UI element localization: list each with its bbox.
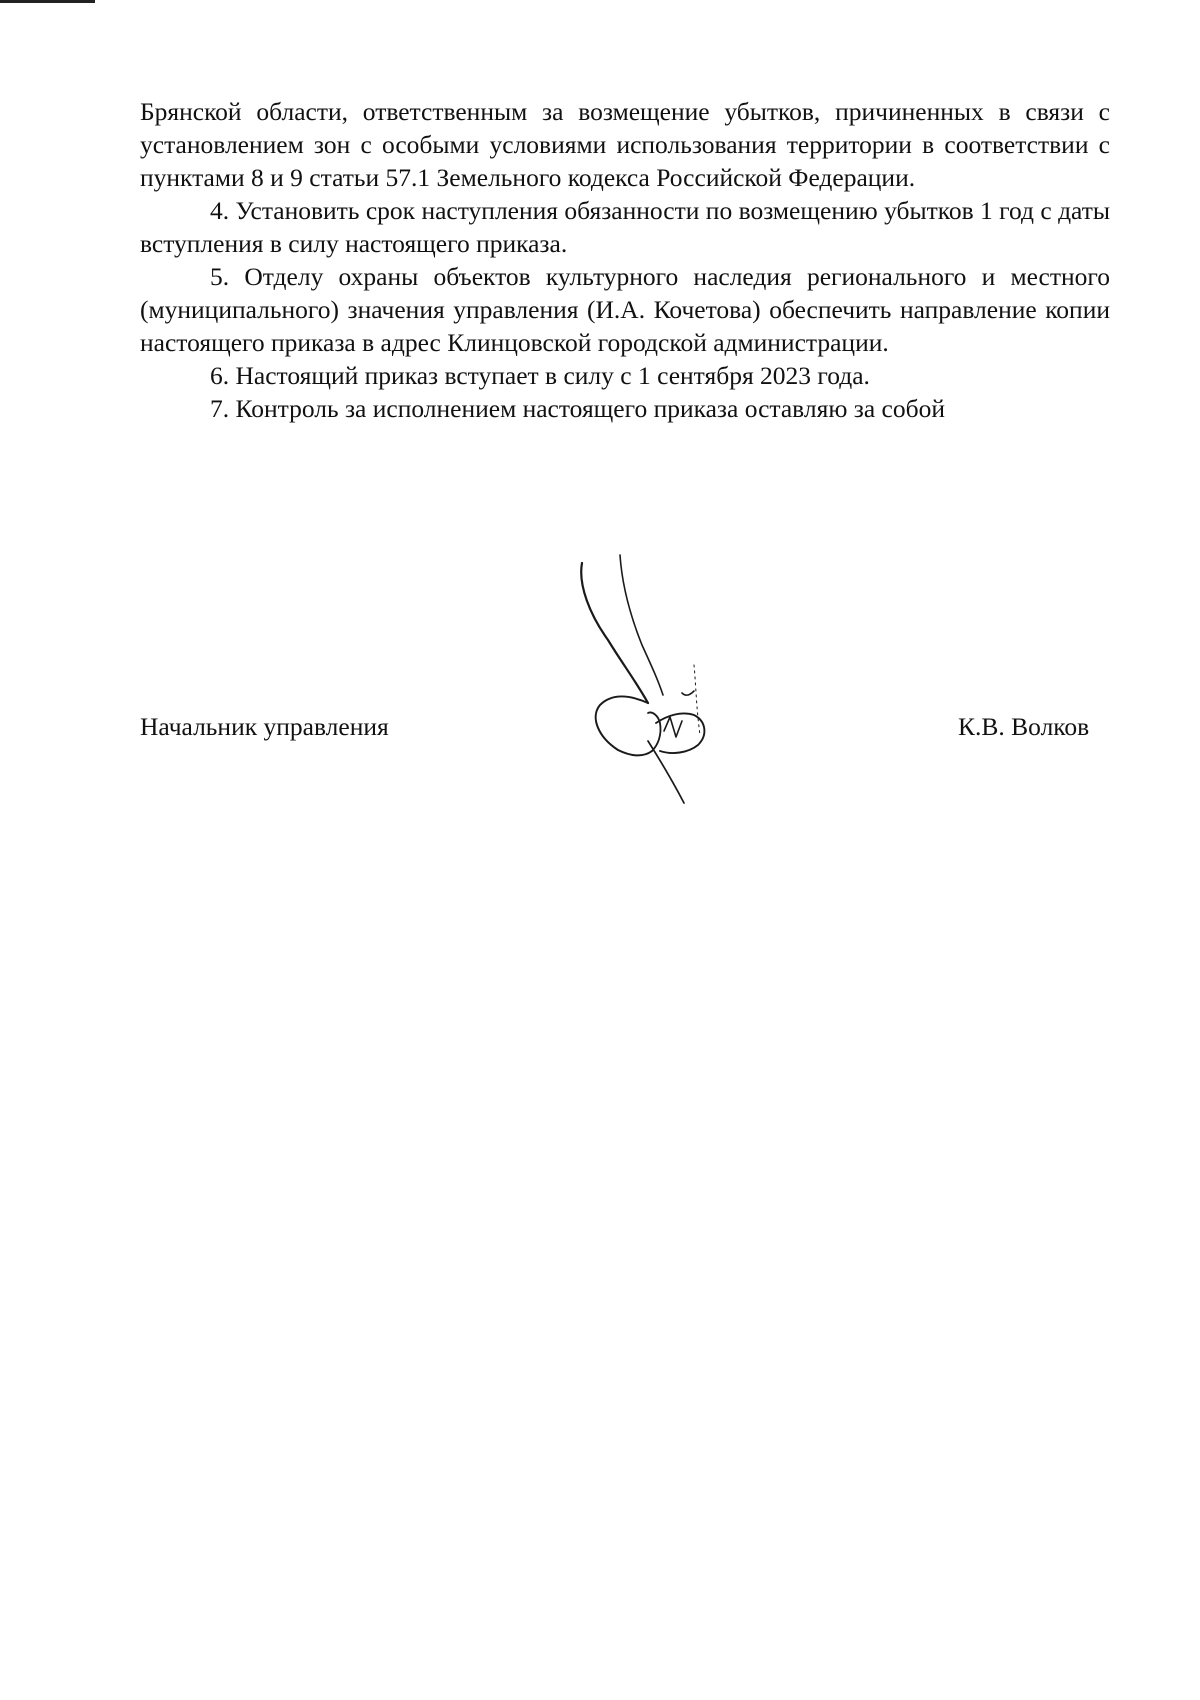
paragraph-item-6: 6. Настоящий приказ вступает в силу с 1 сентября 2023 года.	[210, 361, 870, 390]
paragraph-item-7: 7. Контроль за исполнением настоящего приказа оставляю за собой	[210, 394, 945, 423]
paragraph-intro: Брянской области, ответственным за возмещение убытков, причиненных в связи с установлением зон с особыми условиями использования территории в соответствии с пунктами 8 и 9 статьи 57.1 Земельного кодекса Российской Федерации.	[140, 97, 1110, 192]
signatory-position: Начальник управления	[140, 712, 389, 741]
paragraph-item-4: 4. Установить срок наступления обязанности по возмещению убытков 1 год с даты вступления в силу настоящего приказа.	[140, 196, 1110, 258]
handwritten-signature	[560, 545, 760, 815]
document-body	[140, 95, 1110, 425]
scan-edge-mark	[0, 0, 95, 3]
paragraph-item-5: 5. Отделу охраны объектов культурного наследия регионального и местного (муниципального) значения управления (И.А. Кочетова) обеспечить направление копии настоящего приказа в адрес Клинцовской городской администрации.	[140, 262, 1110, 357]
signatory-name: К.В. Волков	[958, 712, 1090, 741]
